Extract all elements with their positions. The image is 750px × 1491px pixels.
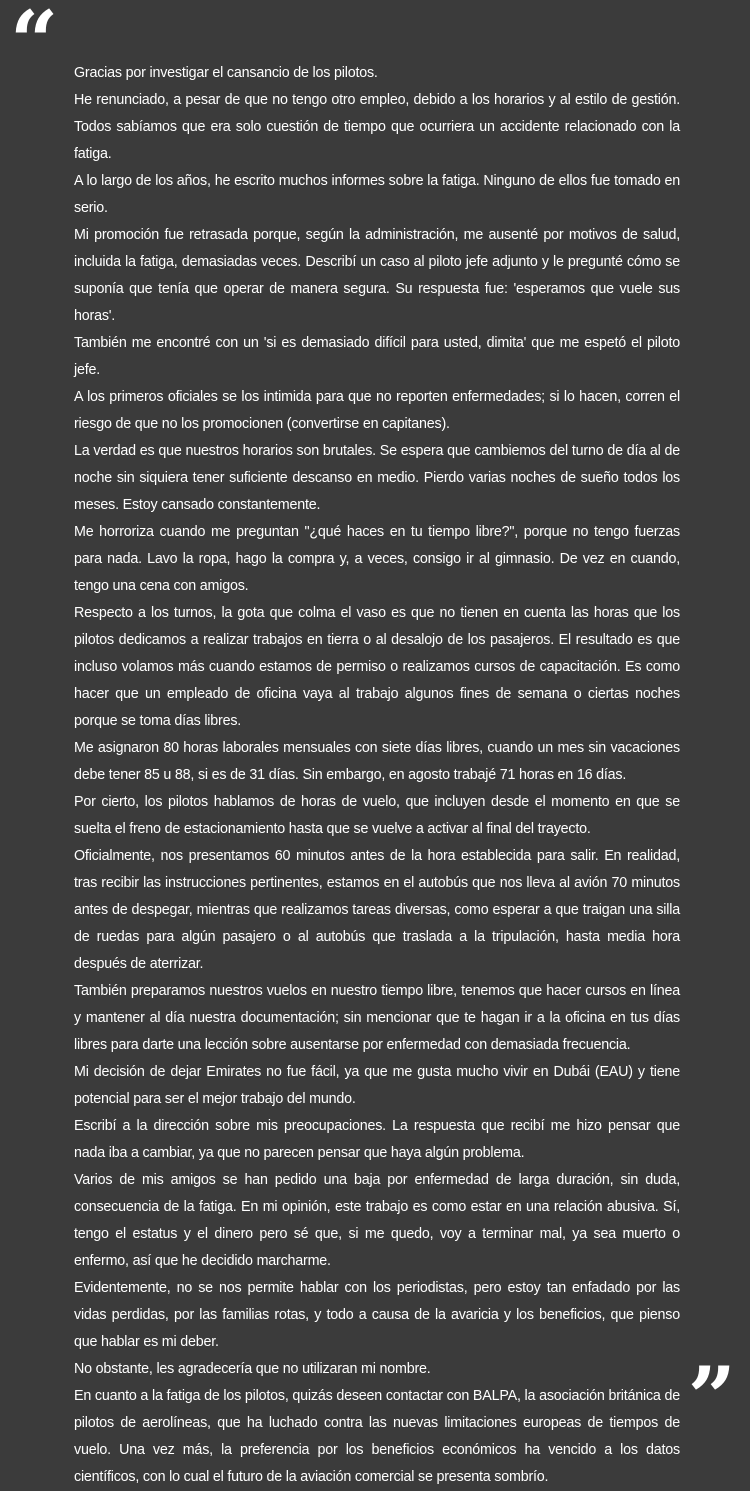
paragraph: A lo largo de los años, he escrito muchos informes sobre la fatiga. Ninguno de ellos fue tomado en serio. (74, 173, 680, 216)
paragraph: He renunciado, a pesar de que no tengo otro empleo, debido a los horarios y al estilo de gestión. Todos sabíamos que era solo cuestión de tiempo que ocurriera un accidente relacionado con la fatiga. (74, 92, 680, 162)
paragraph: También preparamos nuestros vuelos en nuestro tiempo libre, tenemos que hacer cursos en línea y mantener al día nuestra documentación; sin mencionar que te hagan ir a la oficina en tus días libres para darte una lección sobre ausentarse por enfermedad con demasiada frecuencia. (74, 983, 680, 1053)
paragraph: Evidentemente, no se nos permite hablar con los periodistas, pero estoy tan enfadado por las vidas perdidas, por las familias rotas, y todo a causa de la avaricia y los beneficios, que pienso que hablar es mi deber. (74, 1280, 680, 1350)
paragraph: Respecto a los turnos, la gota que colma el vaso es que no tienen en cuenta las horas que los pilotos dedicamos a realizar trabajos en tierra o al desalojo de los pasajeros. El resultado es que incluso volamos más cuando estamos de permiso o realizamos cursos de capacitación. Es como hacer que un empleado de oficina vaya al trabajo algunos fines de semana o ciertas noches porque se toma días libres. (74, 605, 680, 729)
paragraph: Gracias por investigar el cansancio de los pilotos. (74, 65, 378, 81)
paragraph: A los primeros oficiales se los intimida para que no reporten enfermedades; si lo hacen, corren el riesgo de que no los promocionen (convertirse en capitanes). (74, 389, 680, 432)
paragraph: No obstante, les agradecería que no utilizaran mi nombre. (74, 1361, 431, 1377)
paragraph: Me asignaron 80 horas laborales mensuales con siete días libres, cuando un mes sin vacaciones debe tener 85 u 88, si es de 31 días. Sin embargo, en agosto trabajé 71 horas en 16 días. (74, 740, 680, 783)
closing-quote-mark: ” (687, 1348, 736, 1447)
paragraph: Oficialmente, nos presentamos 60 minutos antes de la hora establecida para salir. En realidad, tras recibir las instrucciones pertinentes, estamos en el autobús que nos lleva al avión 70 minutos antes de despegar, mientras que realizamos tareas diversas, como esperar a que traigan una silla de ruedas para algún pasajero o al autobús que traslada a la tripulación, hasta media hora después de aterrizar. (74, 848, 680, 972)
paragraph: También me encontré con un 'si es demasiado difícil para usted, dimita' que me espetó el piloto jefe. (74, 335, 680, 378)
paragraph: Me horroriza cuando me preguntan "¿qué haces en tu tiempo libre?", porque no tengo fuerzas para nada. Lavo la ropa, hago la compra y, a veces, consigo ir al gimnasio. De vez en cuando, tengo una cena con amigos. (74, 524, 680, 594)
paragraph: Varios de mis amigos se han pedido una baja por enfermedad de larga duración, sin duda, consecuencia de la fatiga. En mi opinión, este trabajo es como estar en una relación abusiva. Sí, tengo el estatus y el dinero pero sé que, si me quedo, voy a terminar mal, ya sea muerto o enfermo, así que he decidido marcharme. (74, 1172, 680, 1269)
letter-body (74, 60, 680, 1491)
paragraph: Por cierto, los pilotos hablamos de horas de vuelo, que incluyen desde el momento en que se suelta el freno de estacionamiento hasta que se vuelve a activar al final del trayecto. (74, 794, 680, 837)
paragraph: Escribí a la dirección sobre mis preocupaciones. La respuesta que recibí me hizo pensar que nada iba a cambiar, ya que no parecen pensar que haya algún problema. (74, 1118, 680, 1161)
paragraph: En cuanto a la fatiga de los pilotos, quizás deseen contactar con BALPA, la asociación británica de pilotos de aerolíneas, que ha luchado contra las nuevas limitaciones europeas de tiempos de vuelo. Una vez más, la preferencia por los beneficios económicos ha vencido a los datos científicos, con lo cual el futuro de la aviación comercial se presenta sombrío. (74, 1388, 680, 1485)
paragraph: La verdad es que nuestros horarios son brutales. Se espera que cambiemos del turno de día al de noche sin siquiera tener suficiente descanso en medio. Pierdo varias noches de sueño todos los meses. Estoy cansado constantemente. (74, 443, 680, 513)
paragraph: Mi decisión de dejar Emirates no fue fácil, ya que me gusta mucho vivir en Dubái (EAU) y tiene potencial para ser el mejor trabajo del mundo. (74, 1064, 680, 1107)
opening-quote-mark: “ (10, 0, 59, 91)
paragraph: Mi promoción fue retrasada porque, según la administración, me ausenté por motivos de salud, incluida la fatiga, demasiadas veces. Describí un caso al piloto jefe adjunto y le pregunté cómo se suponía que tenía que operar de manera segura. Su respuesta fue: 'esperamos que vuele sus horas'. (74, 227, 680, 324)
